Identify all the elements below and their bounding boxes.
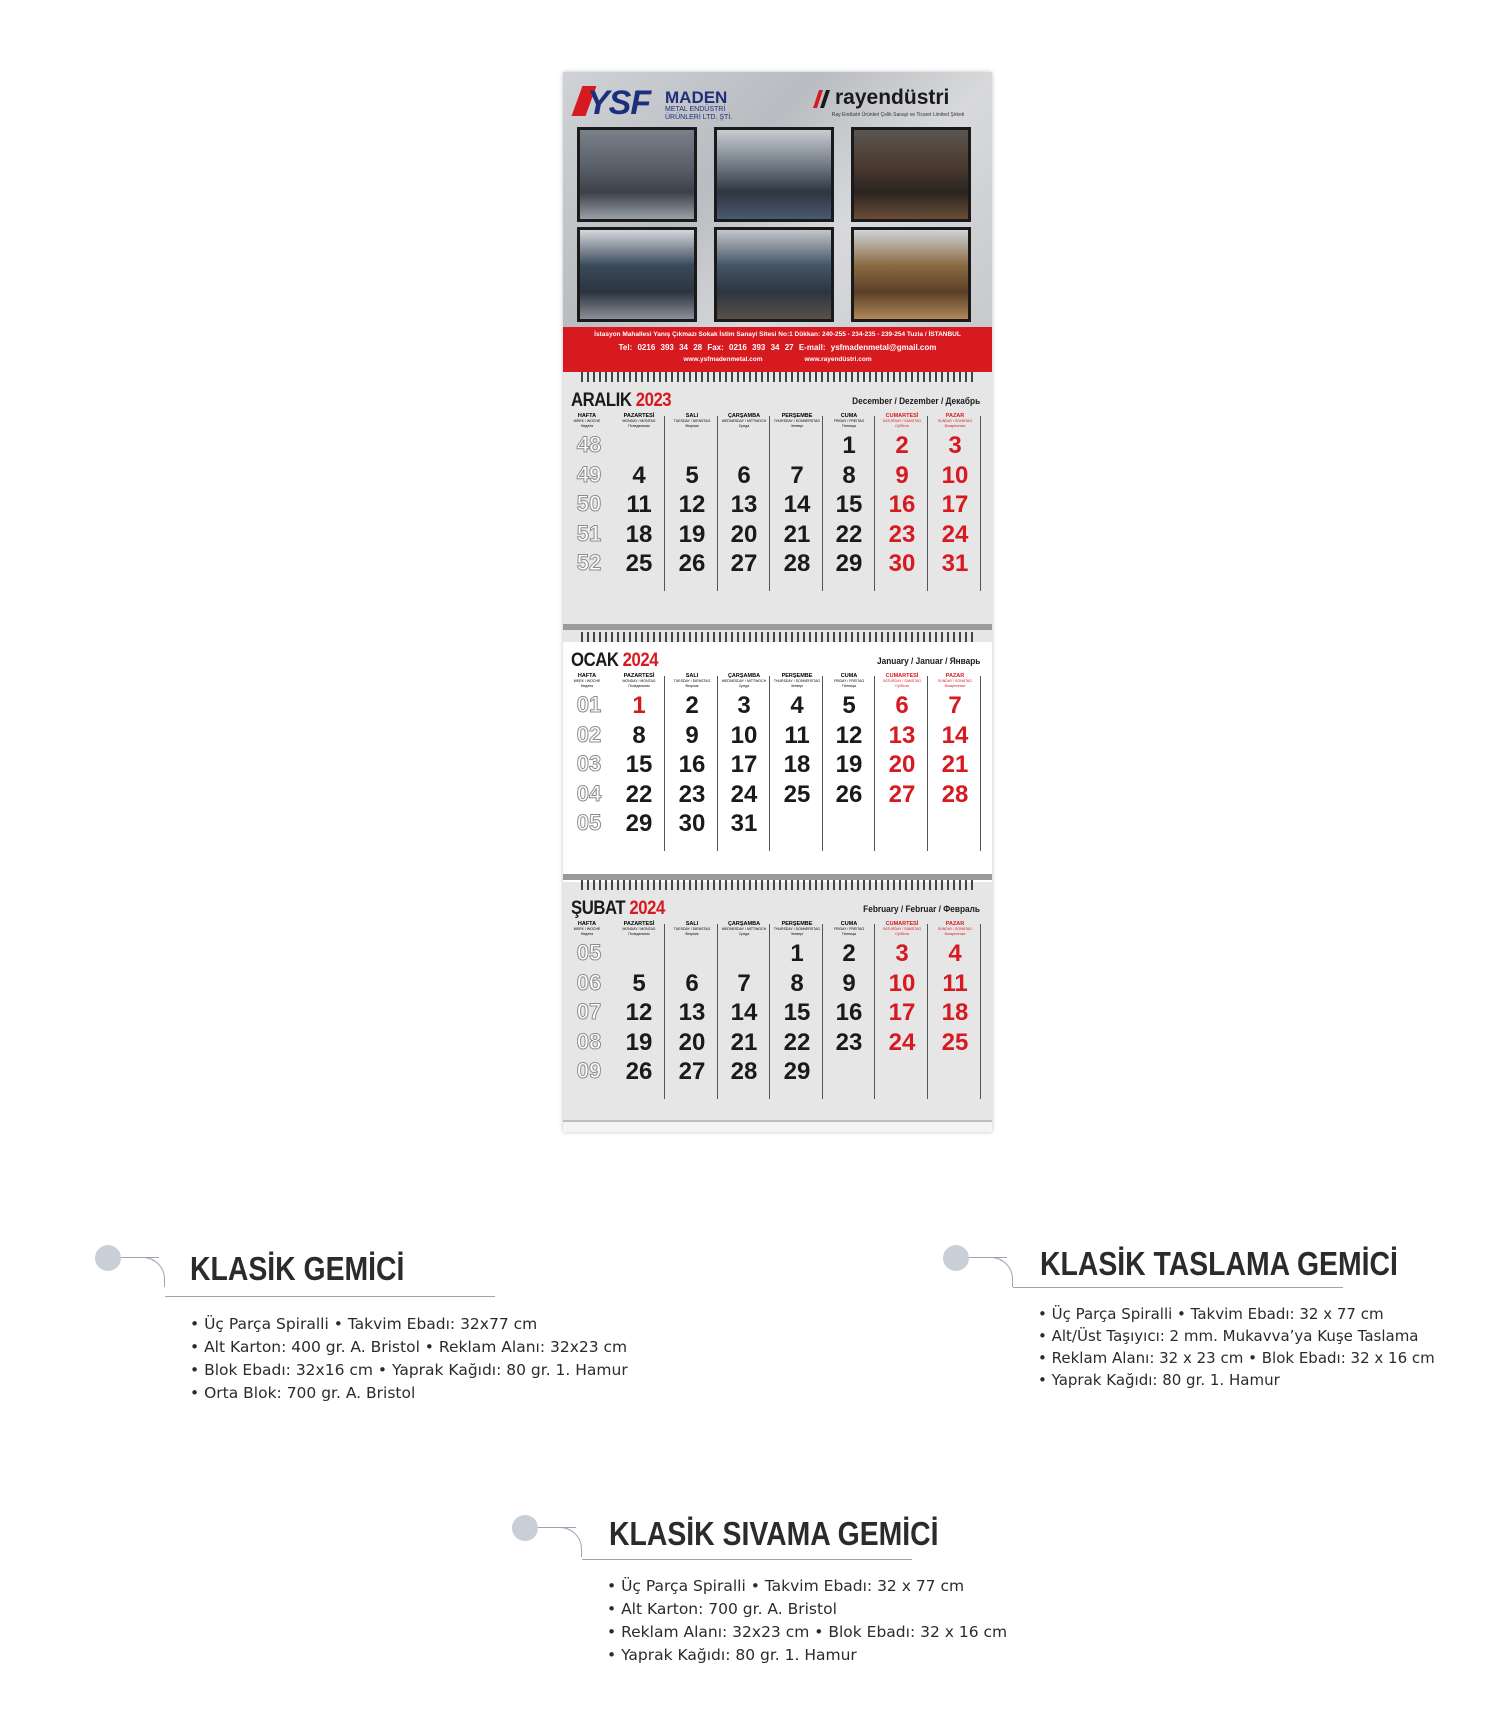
- day-number: 2: [685, 692, 699, 719]
- month-block: [563, 382, 992, 622]
- day-column-header: [929, 674, 981, 689]
- month-name: OCAK: [571, 650, 619, 671]
- address-text: İstasyon Mahallesi Yanış Çıkmazı Sokak İstim Sanayi Sitesi No:1 Dükkan: 240-255 - 234-235 - 239-254 Tuzla / İSTANBUL: [594, 331, 961, 338]
- web-line: [563, 356, 992, 363]
- day-number: 26: [835, 780, 863, 808]
- column-header-label: Воскресенье: [944, 684, 966, 688]
- column-header-label: Среда: [738, 684, 750, 688]
- day-number: 21: [941, 751, 969, 778]
- week-number: 08: [576, 1028, 602, 1054]
- column-header-label: TUESDAY / DIENSTAG: [673, 679, 711, 683]
- column-header-label: ÇARŞAMBA: [727, 673, 761, 679]
- workshop-photo: [577, 127, 697, 222]
- month-grid: [563, 414, 992, 614]
- email-text: E-mail: ysfmadenmetal@gmail.com: [798, 343, 937, 352]
- column-header-label: SALI: [685, 413, 699, 419]
- ysf-logo-text: YSF: [587, 84, 651, 122]
- day-column-header: [613, 674, 665, 689]
- day-column-header: [718, 414, 770, 429]
- column-header-label: SUNDAY / SONNTAG: [937, 679, 973, 683]
- column-header-label: Понедельник: [628, 932, 650, 936]
- column-header-label: WEDNESDAY / MITTWOCH: [721, 419, 767, 423]
- column-header-label: Среда: [738, 424, 750, 428]
- day-number: 15: [783, 999, 811, 1026]
- day-number: 22: [783, 1028, 811, 1056]
- day-number: 9: [685, 721, 699, 749]
- day-number: 5: [685, 461, 699, 489]
- rayendustri-logo: [813, 84, 983, 124]
- column-header-label: Понедельник: [628, 424, 650, 428]
- column-header-label: THURSDAY / DONNERSTAG: [773, 679, 821, 683]
- day-number: 7: [737, 969, 751, 997]
- month-grid: [563, 674, 992, 874]
- week-number: 52: [576, 550, 602, 575]
- title-underline: [582, 1559, 912, 1560]
- column-header-label: PAZARTESİ: [623, 413, 655, 419]
- day-number: 5: [632, 969, 646, 997]
- column-header-label: ÇARŞAMBA: [727, 413, 761, 419]
- spec-list: [190, 1313, 628, 1405]
- day-number: 12: [625, 999, 653, 1026]
- column-header-label: CUMA: [840, 673, 858, 679]
- block-separator: [563, 624, 992, 630]
- day-column-header: [771, 922, 823, 937]
- month-year: 2024: [622, 650, 659, 671]
- day-number: 15: [835, 491, 863, 518]
- column-header-label: MONDAY / MONTAG: [622, 419, 656, 423]
- column-header-label: PAZAR: [945, 921, 965, 927]
- day-column-header: [876, 414, 928, 429]
- column-header-label: HAFTA: [577, 673, 597, 679]
- week-number: 49: [576, 461, 602, 487]
- spec-title: KLASİK TASLAMA GEMİCİ: [1040, 1245, 1398, 1282]
- spec-line-item: • Üç Parça Spiralli • Takvim Ebadı: 32 x 77 cm: [607, 1577, 965, 1595]
- spiral-binding: [581, 372, 974, 382]
- column-header-label: SUNDAY / SONNTAG: [937, 419, 973, 423]
- day-column-header: [563, 674, 611, 689]
- month-translations: December / Dezember / Декабрь: [851, 396, 980, 406]
- month-name: ŞUBAT: [571, 898, 626, 919]
- day-number: 10: [888, 969, 916, 997]
- day-number: 28: [941, 780, 969, 808]
- spec-list: [1038, 1303, 1435, 1391]
- calendar-product-image: [563, 72, 992, 1132]
- month-block: [563, 890, 992, 1130]
- day-number: 25: [941, 1028, 969, 1056]
- ysf-maden-logo: [577, 82, 747, 122]
- day-number: 16: [835, 999, 863, 1026]
- connector-curve: [983, 1257, 1013, 1287]
- day-number: 19: [678, 520, 706, 548]
- day-number: 27: [730, 550, 758, 577]
- column-header-label: Суббота: [895, 424, 909, 428]
- day-number: 19: [835, 751, 863, 778]
- month-year: 2024: [629, 898, 665, 919]
- column-header-label: FRIDAY / FREITAG: [833, 419, 865, 423]
- spec-line-item: • Alt Karton: 400 gr. A. Bristol • Reklam Alanı: 32x23 cm: [190, 1338, 628, 1356]
- spiral-binding: [581, 880, 974, 890]
- column-header-label: THURSDAY / DONNERSTAG: [773, 419, 821, 423]
- column-header-label: PERŞEMBE: [781, 921, 813, 927]
- column-header-label: HAFTA: [577, 413, 597, 419]
- column-header-label: Пятница: [842, 684, 856, 688]
- day-number: 11: [942, 969, 968, 997]
- day-number: 14: [941, 721, 969, 749]
- week-number: 05: [576, 810, 602, 835]
- column-header-label: WEDNESDAY / MITTWOCH: [721, 927, 767, 931]
- column-header-label: SALI: [685, 921, 699, 927]
- column-header-label: TUESDAY / DIENSTAG: [673, 419, 711, 423]
- day-number: 21: [783, 520, 811, 548]
- day-column-header: [771, 414, 823, 429]
- column-header-label: Суббота: [895, 684, 909, 688]
- day-column-header: [666, 674, 718, 689]
- day-number: 4: [790, 692, 804, 719]
- maden-logo-subtext: METAL ENDÜSTRİ ÜRÜNLERİ LTD. ŞTİ.: [665, 106, 733, 121]
- day-number: 3: [895, 940, 909, 967]
- month-translations: February / Februar / Февраль: [863, 904, 980, 914]
- rayendustri-mark-icon: [813, 90, 833, 108]
- day-column-header: [666, 414, 718, 429]
- day-number: 8: [632, 721, 646, 749]
- day-column-header: [563, 922, 611, 937]
- day-column-header: [823, 922, 875, 937]
- week-number: 51: [576, 520, 602, 546]
- day-number: 17: [941, 491, 969, 518]
- column-header-label: PAZAR: [945, 673, 965, 679]
- day-column-header: [613, 922, 665, 937]
- week-number: 48: [576, 432, 602, 457]
- day-number: 17: [888, 999, 916, 1026]
- day-number: 3: [737, 692, 751, 719]
- day-number: 23: [835, 1028, 863, 1056]
- month-translations: January / Januar / Январь: [876, 656, 980, 666]
- column-header-label: Пятница: [842, 932, 856, 936]
- connector-curve: [135, 1257, 165, 1287]
- day-number: 18: [625, 520, 653, 548]
- column-header-label: SATURDAY / SAMSTAG: [882, 927, 922, 931]
- day-number: 6: [685, 969, 699, 997]
- month-title: [571, 390, 671, 412]
- day-column-header: [876, 674, 928, 689]
- spec-klasik-sivama-gemici: [512, 1515, 1012, 1685]
- column-header-label: Среда: [738, 932, 750, 936]
- day-number: 16: [888, 491, 916, 518]
- bullet-dot-icon: [512, 1515, 538, 1541]
- day-number: 28: [783, 550, 811, 577]
- column-header-label: Воскресенье: [944, 424, 966, 428]
- contact-line: [563, 343, 992, 352]
- day-number: 18: [941, 999, 969, 1026]
- day-number: 20: [888, 751, 916, 778]
- calendar-ad-header: [563, 72, 992, 372]
- title-underline: [1013, 1287, 1343, 1288]
- day-number: 12: [835, 721, 863, 749]
- day-number: 5: [842, 692, 856, 719]
- column-header-label: FRIDAY / FREITAG: [833, 927, 865, 931]
- day-column-header: [666, 922, 718, 937]
- day-number: 13: [678, 999, 706, 1026]
- week-number: 05: [576, 940, 602, 965]
- day-number: 22: [835, 520, 863, 548]
- day-number: 27: [678, 1058, 706, 1085]
- column-header-label: CUMARTESİ: [885, 413, 919, 419]
- day-number: 28: [730, 1058, 758, 1085]
- day-column-header: [823, 414, 875, 429]
- spec-line-item: • Yaprak Kağıdı: 80 gr. 1. Hamur: [607, 1646, 857, 1664]
- spec-line-item: • Blok Ebadı: 32x16 cm • Yaprak Kağıdı: 80 gr. 1. Hamur: [190, 1361, 628, 1379]
- warehouse-photo: [851, 227, 971, 322]
- day-column-header: [718, 922, 770, 937]
- column-header-label: SATURDAY / SAMSTAG: [882, 679, 922, 683]
- website-text: www.rayendüstri.com: [804, 356, 872, 363]
- column-header-label: SATURDAY / SAMSTAG: [882, 419, 922, 423]
- day-number: 24: [730, 780, 758, 808]
- connector-curve: [552, 1527, 582, 1557]
- column-header-label: HAFTA: [577, 921, 597, 927]
- column-header-label: MONDAY / MONTAG: [622, 679, 656, 683]
- month-grid: [563, 922, 992, 1122]
- day-number: 29: [783, 1058, 811, 1085]
- column-header-label: SALI: [685, 673, 699, 679]
- day-number: 30: [888, 550, 916, 577]
- day-number: 7: [948, 692, 962, 719]
- column-header-label: WEEK / WOCHE: [573, 419, 601, 423]
- calendar-bottom-bar: [563, 1120, 992, 1132]
- column-header-label: CUMA: [840, 921, 858, 927]
- week-number: 03: [576, 751, 602, 776]
- day-number: 2: [895, 432, 909, 459]
- column-header-label: PERŞEMBE: [781, 673, 813, 679]
- week-number: 04: [576, 780, 602, 806]
- column-header-label: ÇARŞAMBA: [727, 921, 761, 927]
- column-header-label: Понедельник: [628, 684, 650, 688]
- column-header-label: Неделя: [580, 424, 594, 428]
- day-number: 30: [678, 810, 706, 837]
- column-header-label: CUMARTESİ: [885, 673, 919, 679]
- spec-line-item: • Orta Blok: 700 gr. A. Bristol: [190, 1384, 416, 1402]
- column-header-label: PERŞEMBE: [781, 413, 813, 419]
- phone-text: Tel: 0216 393 34 28: [618, 343, 703, 352]
- day-number: 24: [941, 520, 969, 548]
- day-number: 1: [790, 940, 804, 967]
- column-header-label: THURSDAY / DONNERSTAG: [773, 927, 821, 931]
- day-number: 9: [842, 969, 856, 997]
- column-header-label: MONDAY / MONTAG: [622, 927, 656, 931]
- column-header-label: CUMARTESİ: [885, 921, 919, 927]
- day-number: 23: [678, 780, 706, 808]
- bullet-dot-icon: [943, 1245, 969, 1271]
- day-number: 25: [783, 780, 811, 808]
- day-column-header: [823, 674, 875, 689]
- spec-line-item: • Üç Parça Spiralli • Takvim Ebadı: 32 x 77 cm: [1038, 1305, 1384, 1323]
- column-header-label: Вторник: [685, 932, 699, 936]
- column-header-label: Четверг: [790, 424, 804, 428]
- column-header-label: Четверг: [790, 932, 804, 936]
- day-number: 27: [888, 780, 916, 808]
- day-number: 25: [625, 550, 653, 577]
- week-number: 07: [576, 999, 602, 1024]
- rayendustri-logo-text: rayendüstri: [835, 86, 950, 109]
- day-number: 10: [941, 461, 969, 489]
- day-number: 6: [737, 461, 751, 489]
- column-header-label: FRIDAY / FREITAG: [833, 679, 865, 683]
- day-number: 11: [626, 491, 652, 518]
- spec-title: KLASİK GEMİCİ: [190, 1250, 405, 1287]
- day-number: 11: [784, 721, 810, 749]
- day-number: 14: [783, 491, 811, 518]
- column-header-label: PAZARTESİ: [623, 921, 655, 927]
- day-number: 31: [941, 550, 969, 577]
- week-number: 09: [576, 1058, 602, 1083]
- day-number: 12: [678, 491, 706, 518]
- week-number: 50: [576, 491, 602, 516]
- day-number: 26: [678, 550, 706, 577]
- column-header-label: Четверг: [790, 684, 804, 688]
- day-number: 4: [948, 940, 962, 967]
- day-number: 26: [625, 1058, 653, 1085]
- spec-line-item: • Alt Karton: 700 gr. A. Bristol: [607, 1600, 837, 1618]
- day-column-header: [718, 674, 770, 689]
- warehouse-photo: [851, 127, 971, 222]
- spec-klasik-taslama-gemici: [943, 1245, 1435, 1415]
- day-number: 29: [835, 550, 863, 577]
- column-header-label: Пятница: [842, 424, 856, 428]
- day-number: 16: [678, 751, 706, 778]
- day-number: 29: [625, 810, 653, 837]
- month-name: ARALIK: [571, 390, 632, 411]
- contact-bar: [563, 327, 992, 372]
- day-number: 9: [895, 461, 909, 489]
- spiral-binding: [581, 632, 974, 642]
- month-block: [563, 642, 992, 882]
- column-header-label: Вторник: [685, 424, 699, 428]
- day-number: 19: [625, 1028, 653, 1056]
- spec-klasik-gemici: [95, 1245, 628, 1415]
- spec-line-item: • Reklam Alanı: 32 x 23 cm • Blok Ebadı: 32 x 16 cm: [1038, 1349, 1435, 1367]
- website-text: www.ysfmadenmetal.com: [683, 356, 763, 363]
- column-header-label: Неделя: [580, 684, 594, 688]
- warehouse-photo: [714, 227, 834, 322]
- day-number: 14: [730, 999, 758, 1026]
- column-header-label: PAZAR: [945, 413, 965, 419]
- column-header-label: CUMA: [840, 413, 858, 419]
- day-number: 20: [730, 520, 758, 548]
- day-number: 1: [632, 692, 646, 719]
- column-header-label: Вторник: [685, 684, 699, 688]
- spec-line-item: • Alt/Üst Taşıyıcı: 2 mm. Mukavva’ya Kuşe Taslama: [1038, 1327, 1419, 1345]
- day-column-header: [929, 922, 981, 937]
- spec-title: KLASİK SIVAMA GEMİCİ: [609, 1515, 939, 1552]
- day-number: 24: [888, 1028, 916, 1056]
- column-header-label: PAZARTESİ: [623, 673, 655, 679]
- week-number: 01: [576, 692, 602, 717]
- day-number: 13: [730, 491, 758, 518]
- day-column-header: [563, 414, 611, 429]
- month-year: 2023: [635, 390, 672, 411]
- column-header-label: WEDNESDAY / MITTWOCH: [721, 679, 767, 683]
- column-header-label: WEEK / WOCHE: [573, 679, 601, 683]
- bullet-dot-icon: [95, 1245, 121, 1271]
- column-header-label: TUESDAY / DIENSTAG: [673, 927, 711, 931]
- day-number: 7: [790, 461, 804, 489]
- column-header-label: Воскресенье: [944, 932, 966, 936]
- spec-line-item: • Yaprak Kağıdı: 80 gr. 1. Hamur: [1038, 1371, 1280, 1389]
- maden-logo-text: MADEN: [665, 88, 728, 107]
- workshop-photo: [714, 127, 834, 222]
- day-number: 13: [888, 721, 916, 749]
- column-header-label: Неделя: [580, 932, 594, 936]
- day-number: 20: [678, 1028, 706, 1056]
- day-number: 17: [730, 751, 758, 778]
- day-number: 6: [895, 692, 909, 719]
- day-column-header: [613, 414, 665, 429]
- day-number: 8: [842, 461, 856, 489]
- day-number: 4: [632, 461, 646, 489]
- spec-line-item: • Üç Parça Spiralli • Takvim Ebadı: 32x77 cm: [190, 1315, 538, 1333]
- day-number: 21: [730, 1028, 758, 1056]
- spec-line-item: • Reklam Alanı: 32x23 cm • Blok Ebadı: 32 x 16 cm: [607, 1623, 1008, 1641]
- month-title: [571, 650, 658, 672]
- day-column-header: [771, 674, 823, 689]
- day-number: 15: [625, 751, 653, 778]
- day-number: 3: [948, 432, 962, 459]
- day-number: 22: [625, 780, 653, 808]
- day-number: 2: [842, 940, 856, 967]
- workshop-photo: [577, 227, 697, 322]
- day-number: 23: [888, 520, 916, 548]
- spec-list: [607, 1575, 1007, 1667]
- column-header-label: WEEK / WOCHE: [573, 927, 601, 931]
- day-column-header: [876, 922, 928, 937]
- day-number: 31: [730, 810, 758, 837]
- day-number: 1: [842, 432, 856, 459]
- week-number: 06: [576, 969, 602, 995]
- week-number: 02: [576, 721, 602, 747]
- column-header-label: SUNDAY / SONNTAG: [937, 927, 973, 931]
- day-number: 10: [730, 721, 758, 749]
- column-header-label: Суббота: [895, 932, 909, 936]
- title-underline: [165, 1296, 495, 1297]
- day-number: 8: [790, 969, 804, 997]
- month-title: [571, 898, 665, 920]
- day-number: 18: [783, 751, 811, 778]
- fax-text: Fax: 0216 393 34 27: [707, 343, 794, 352]
- rayendustri-logo-subtext: Ray Endüstri Ürünleri Çelik Sanayi ve Ticaret Limited Şirketi: [831, 112, 965, 118]
- day-column-header: [929, 414, 981, 429]
